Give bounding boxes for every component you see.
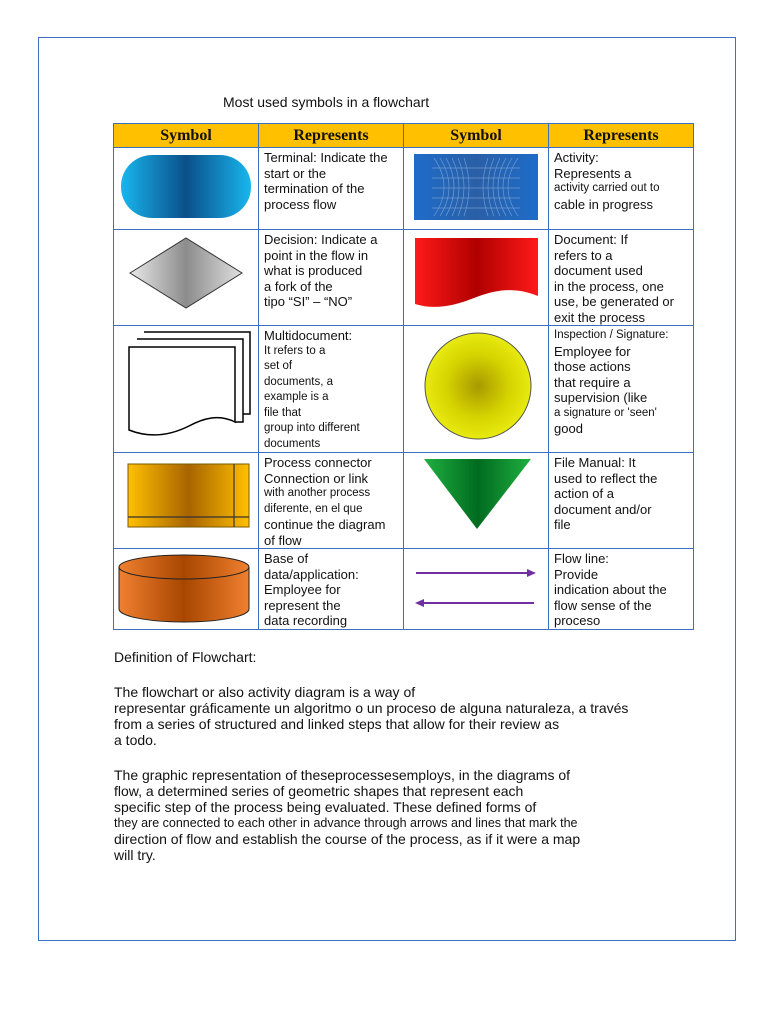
multidocument-description [259,326,404,453]
desc-line: termination of the [264,181,365,196]
desc-line: group into different [264,422,360,434]
database-description [259,549,404,630]
desc-line: in the process, one [554,278,664,294]
manual-file-description [549,453,694,549]
desc-line: used to reflect the [554,470,658,486]
paragraph-line: The graphic representation of theseprocessesemploys, in the diagrams of [114,767,571,783]
table-row [114,326,694,453]
desc-line: activity carried out to [554,182,660,194]
desc-line: Activity: [554,150,599,165]
paragraph-line: a todo. [114,732,157,748]
desc-line: documents [264,437,321,450]
multidocument-icon [114,326,259,453]
desc-line: process flow [264,196,337,212]
desc-line: Provide [554,566,599,582]
document-icon [404,230,549,326]
desc-line: document used [554,263,643,278]
desc-line: example is a [264,391,329,403]
desc-line: Employee for [554,343,631,359]
header-represents-1: Represents [259,124,404,148]
desc-line: refers to a [554,247,613,263]
desc-line: Flow line: [554,551,609,566]
terminal-icon [114,148,259,230]
flow-line-description [549,549,694,630]
decision-icon [114,230,259,326]
desc-line: a fork of the [264,278,333,294]
desc-line: proceso [554,613,601,628]
desc-line: good [554,421,583,436]
paragraph-line: The flowchart or also activity diagram is a way of [114,684,416,700]
desc-line: continue the diagram [264,517,386,532]
inspection-icon [404,326,549,453]
desc-line: indication about the [554,582,667,597]
desc-line: use, be generated or [554,294,674,309]
desc-line: those actions [554,359,631,374]
table-row [114,230,694,326]
paragraph-line: direction of flow and establish the course of the process, as if it were a map [114,831,581,847]
paragraph-line: from a series of structured and linked steps that allow for their review as [114,716,560,732]
desc-line: what is produced [264,263,363,278]
paragraph-line: representar gráficamente un algoritmo o un proceso de alguna naturaleza, a través [114,700,629,716]
symbols-table [113,123,694,630]
paragraph-line: will try. [114,847,156,863]
definition-paragraph-2 [114,767,580,863]
desc-line: Terminal: Indicate the [264,150,388,165]
paragraph-line: they are connected to each other in advance through arrows and lines that mark the [114,816,578,830]
inspection-description [549,326,694,453]
desc-line: that require a [554,374,631,390]
desc-line: flow sense of the [554,597,652,613]
desc-line: of flow [264,532,302,548]
desc-line: start or the [264,165,327,181]
desc-line: file that [264,406,302,419]
desc-line: Represents a [554,165,632,181]
desc-line: Connection or link [264,470,369,486]
desc-line: point in the flow in [264,247,369,263]
process-connector-icon [114,453,259,549]
header-symbol-1: Symbol [114,124,259,148]
desc-line: Process connector [264,455,372,470]
desc-line: file [554,517,571,532]
desc-line: set of [264,360,293,372]
desc-line: Employee for [264,582,341,597]
definition-paragraph-1 [114,684,628,748]
table-title: Most used symbols in a flowchart [223,94,430,110]
header-symbol-2: Symbol [404,124,549,148]
flow-line-icon [404,549,549,630]
desc-line: a signature or 'seen' [554,406,657,419]
paragraph-line: specific step of the process being evaluated. These defined forms of [114,799,537,815]
desc-line: File Manual: It [554,455,636,470]
desc-line: cable in progress [554,196,653,212]
desc-line: data recording [264,613,348,628]
decision-description [259,230,404,326]
desc-line: Document: If [554,232,628,247]
desc-line: represent the [264,597,341,613]
desc-line: data/application: [264,566,359,582]
table-row [114,549,694,630]
desc-line: It refers to a [264,344,326,357]
manual-file-icon [404,453,549,549]
header-represents-2: Represents [549,124,694,148]
desc-line: action of a [554,486,614,501]
desc-line: document and/or [554,501,652,517]
terminal-description [259,148,404,230]
database-icon [114,549,259,630]
table-row [114,453,694,549]
desc-line: diferente, en el que [264,502,363,515]
activity-description [549,148,694,230]
desc-line: Inspection / Signature: [554,329,669,341]
desc-line: supervision (like [554,390,648,405]
desc-line: tipo “SI” – “NO” [264,294,353,309]
document-description [549,230,694,326]
desc-line: Multidocument: [264,328,353,343]
definition-heading: Definition of Flowchart: [114,649,257,665]
table-header-row [114,124,694,148]
process-connector-description [259,453,404,549]
desc-line: with another process [264,487,371,499]
desc-line: Decision: Indicate a [264,232,378,247]
desc-line: Base of [264,551,309,566]
activity-icon [404,148,549,230]
table-row [114,148,694,230]
paragraph-line: flow, a determined series of geometric shapes that represent each [114,783,524,799]
desc-line: documents, a [264,375,334,388]
desc-line: exit the process [554,309,646,325]
